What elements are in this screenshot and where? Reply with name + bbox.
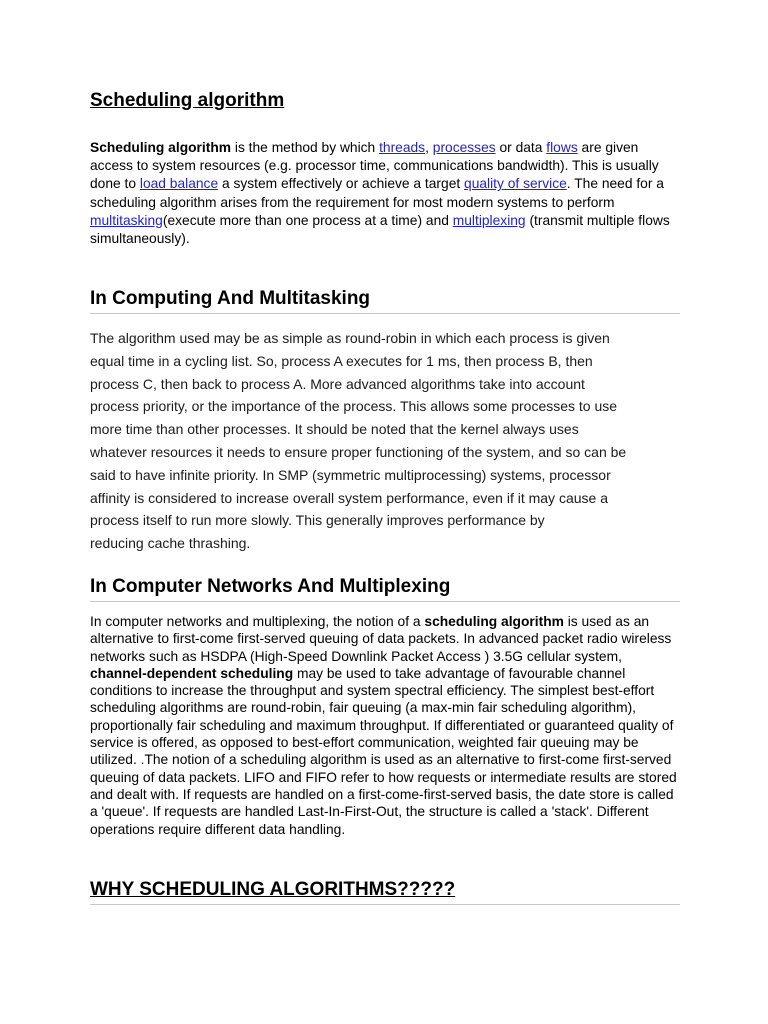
intro-bold-term: Scheduling algorithm <box>90 140 232 155</box>
computing-line: whatever resources it needs to ensure proper functioning of the system, and so can be <box>90 443 627 460</box>
computing-line: The algorithm used may be as simple as round-robin in which each process is given <box>90 330 610 346</box>
bold-scheduling-algorithm: scheduling algorithm <box>424 614 564 629</box>
heading-why-scheduling: WHY SCHEDULING ALGORITHMS????? <box>90 879 680 905</box>
networks-paragraph: In computer networks and multiplexing, the notion of a scheduling algorithm is used as an alternative to first-come first-served queuing of data packets. In advanced packet radio wireless networks such as HSDPA (High-Speed Downlink Packet Access ) 3.5G cellular system, channel-dependent scheduling may be used to take advantage of favourable channel conditions to increase the throughput and system spectral efficiency. The simplest best-effort scheduling algorithms are round-robin, fair queuing (a max-min fair scheduling algorithm), proportionally fair scheduling and maximum throughput. If differentiated or guaranteed quality of service is offered, as opposed to best-effort communication, weighted fair queuing may be utilized. .The notion of a scheduling algorithm is used as an alternative to first-come first-served queuing of data packets. LIFO and FIFO refer to how requests or intermediate results are stored and dealt with. If requests are handled on a first-come-first-served basis, the date store is called a 'queue'. If requests are handled Last-In-First-Out, the structure is called a 'stack'. Different operations require different data handling. <box>90 614 677 837</box>
computing-line: affinity is considered to increase overall system performance, even if it may cause a <box>90 489 608 506</box>
computing-line: process C, then back to process A. More advanced algorithms take into account <box>90 375 585 392</box>
link-threads[interactable]: threads <box>379 140 426 155</box>
heading-computing: In Computing And Multitasking <box>90 288 680 314</box>
computing-paragraph <box>90 327 680 555</box>
link-quality-of-service[interactable]: quality of service <box>464 176 567 192</box>
computing-line: more time than other processes. It should be noted that the kernel always uses <box>90 421 579 438</box>
page-title: Scheduling algorithm <box>90 90 285 111</box>
link-load-balance[interactable]: load balance <box>139 176 219 192</box>
link-multitasking[interactable]: multitasking <box>90 212 163 228</box>
link-flows[interactable]: flows <box>546 140 578 155</box>
computing-line: equal time in a cycling list. So, process A executes for 1 ms, then process B, then <box>90 352 593 369</box>
computing-line: process priority, or the importance of the process. This allows some processes to use <box>90 398 618 415</box>
link-multiplexing[interactable]: multiplexing <box>452 212 526 228</box>
intro-paragraph: Scheduling algorithm is the method by which threads, processes or data flows are given access to system resources (e.g. processor time, communications bandwidth). This is usually done to load balance a system effectively or achieve a target quality of service. The need for a scheduling algorithm arises from the requirement for most modern systems to perform multitasking(execute more than one process at a time) and multiplexing (transmit multiple flows simultaneously). <box>90 140 670 247</box>
computing-line: process itself to run more slowly. This generally improves performance by <box>90 512 545 529</box>
heading-networks: In Computer Networks And Multiplexing <box>90 576 680 602</box>
computing-line: reducing cache thrashing. <box>90 535 251 552</box>
bold-channel-dependent-scheduling: channel-dependent scheduling <box>90 665 294 681</box>
computing-line: said to have infinite priority. In SMP (symmetric multiprocessing) systems, processor <box>90 466 611 483</box>
link-processes[interactable]: processes <box>432 140 496 155</box>
